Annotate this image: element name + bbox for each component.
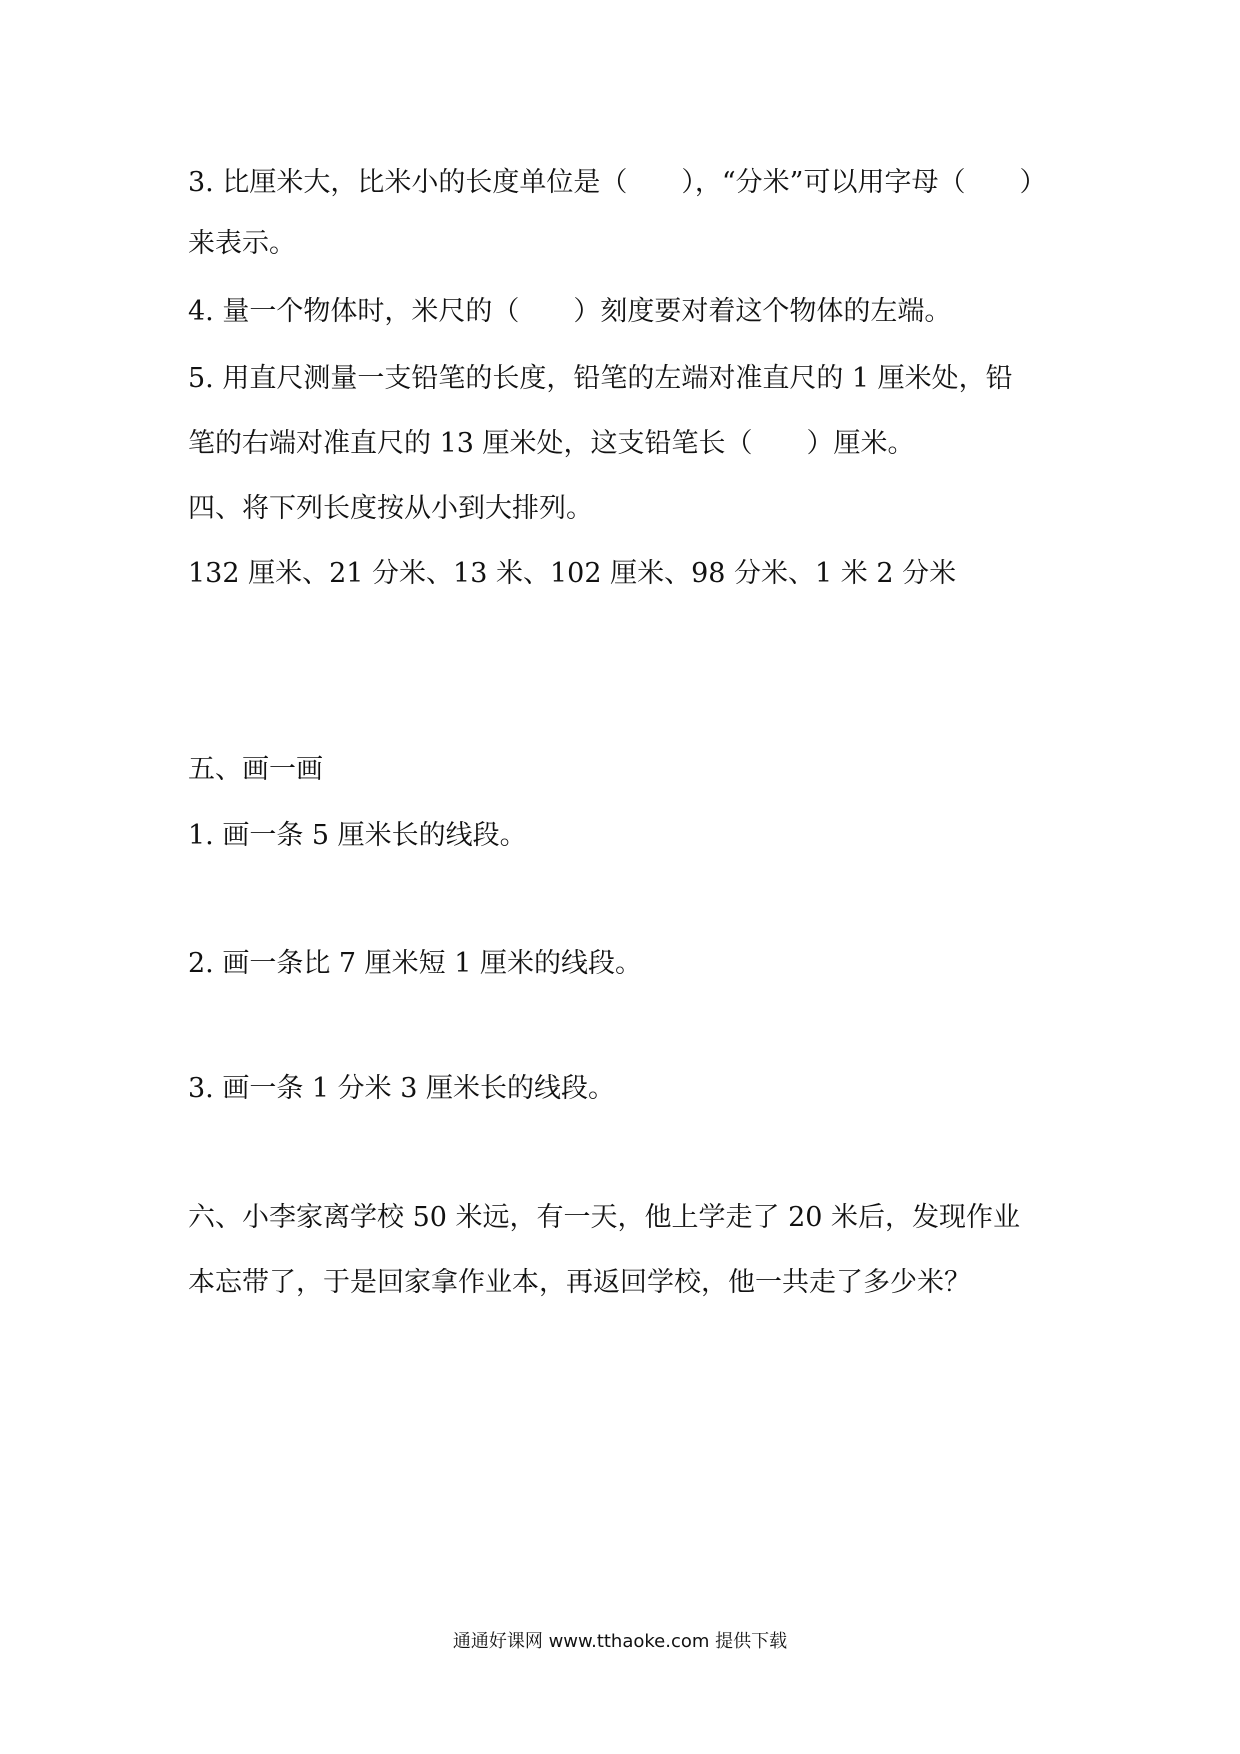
question-4-line-1: 4. 量一个物体时，米尺的（ ）刻度要对着这个物体的左端。 (188, 296, 952, 327)
section-5-question-3: 3. 画一条 1 分米 3 厘米长的线段。 (188, 1073, 616, 1104)
section-5-question-1: 1. 画一条 5 厘米长的线段。 (188, 820, 527, 851)
question-3-line-1: 3. 比厘米大，比米小的长度单位是（ ），“分米”可以用字母（ ） (188, 167, 1047, 198)
section-5-question-2: 2. 画一条比 7 厘米短 1 厘米的线段。 (188, 948, 643, 979)
section-4-title: 四、将下列长度按从小到大排列。 (188, 493, 593, 524)
question-5-line-1: 5. 用直尺测量一支铅笔的长度，铅笔的左端对准直尺的 1 厘米处，铅 (188, 363, 1013, 394)
question-5-line-2: 笔的右端对准直尺的 13 厘米处，这支铅笔长（ ）厘米。 (188, 428, 915, 459)
section-4-lengths: 132 厘米、21 分米、13 米、102 厘米、98 分米、1 米 2 分米 (188, 558, 957, 589)
footer-watermark: 通通好课网 www.tthaoke.com 提供下载 (452, 1631, 788, 1652)
section-6-line-1: 六、小李家离学校 50 米远，有一天，他上学走了 20 米后，发现作业 (188, 1202, 1021, 1233)
section-6-line-2: 本忘带了，于是回家拿作业本，再返回学校，他一共走了多少米？ (188, 1267, 971, 1298)
section-5-title: 五、画一画 (188, 754, 323, 785)
question-3-line-2: 来表示。 (188, 228, 296, 259)
